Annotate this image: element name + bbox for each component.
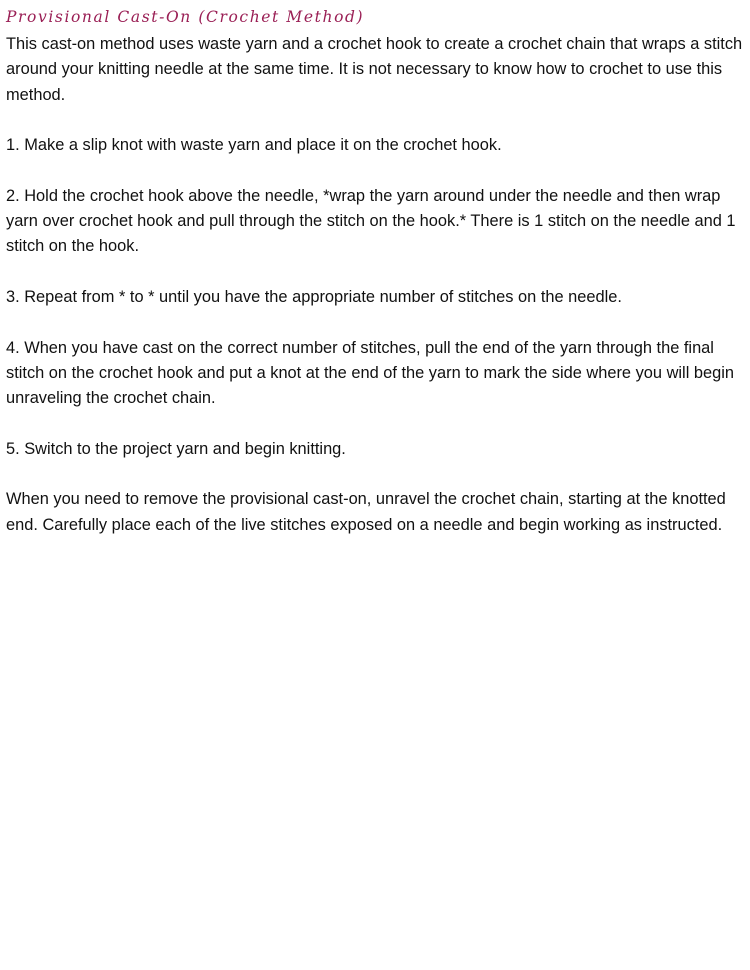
step-5-paragraph: 5. Switch to the project yarn and begin knitting. xyxy=(6,439,346,458)
step-1-paragraph: 1. Make a slip knot with waste yarn and place it on the crochet hook. xyxy=(6,136,502,155)
step-3-paragraph: 3. Repeat from * to * until you have the appropriate number of stitches on the needle. xyxy=(6,287,622,306)
intro-paragraph: This cast-on method uses waste yarn and a crochet hook to create a crochet chain that wraps a stitch around your knitting needle at the same time. It is not necessary to know how to crochet to use this method. xyxy=(6,35,743,104)
removal-paragraph: When you need to remove the provisional cast-on, unravel the crochet chain, starting at the knotted end. Carefully place each of the live stitches exposed on a needle and begin working as instructed. xyxy=(6,490,726,534)
step-2-paragraph: 2. Hold the crochet hook above the needle, *wrap the yarn around under the needle and then wrap yarn over crochet hook and pull through the stitch on the hook.* There is 1 stitch on the needle and 1 stitch on the hook. xyxy=(6,186,736,256)
step-4-paragraph: 4. When you have cast on the correct number of stitches, pull the end of the yarn through the final stitch on the crochet hook and put a knot at the end of the yarn to mark the side where you will begin unraveling the crochet chain. xyxy=(6,338,734,408)
section-title: Provisional Cast-On (Crochet Method) xyxy=(6,8,365,26)
